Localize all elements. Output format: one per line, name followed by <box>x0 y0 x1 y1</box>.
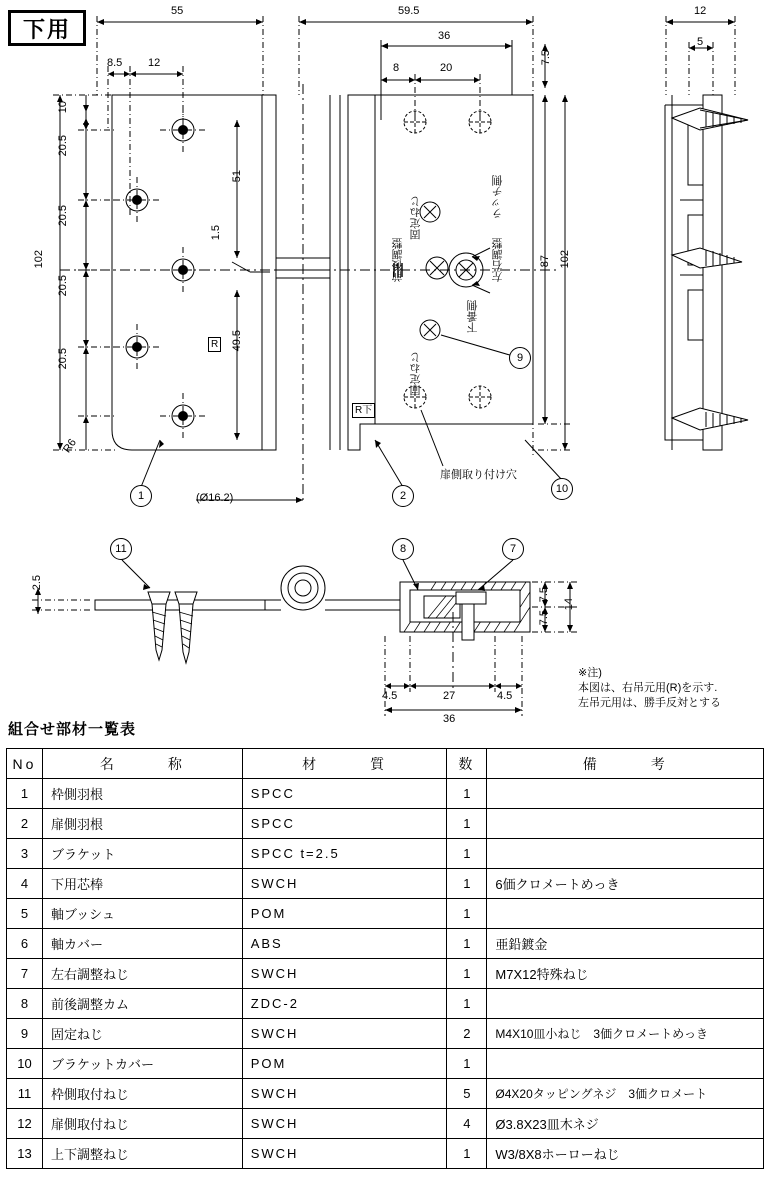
cell-remark <box>487 839 764 869</box>
cell-no: 6 <box>7 929 43 959</box>
table-row <box>7 1079 764 1109</box>
cell-material: SPCC <box>242 779 447 809</box>
cell-no: 11 <box>7 1079 43 1109</box>
label-door-mount-hole: 扉側取り付け穴 <box>440 469 517 481</box>
cell-qty: 1 <box>447 779 487 809</box>
cell-qty: 1 <box>447 989 487 1019</box>
cell-qty: 4 <box>447 1109 487 1139</box>
note-line-3: 左吊元用は、勝手反対とする <box>578 697 721 709</box>
cell-material: SWCH <box>242 1109 447 1139</box>
cell-no: 5 <box>7 899 43 929</box>
cell-qty: 5 <box>447 1079 487 1109</box>
table-row <box>7 809 764 839</box>
dim-7-5-a: 7.5 <box>538 587 550 603</box>
table-row <box>7 929 764 959</box>
balloon-2: 2 <box>392 485 414 507</box>
note-block <box>578 666 721 711</box>
cell-name: ブラケットカバー <box>42 1049 242 1079</box>
cell-name: 前後調整カム <box>42 989 242 1019</box>
label-r6: R6 <box>61 436 79 456</box>
cell-remark <box>487 779 764 809</box>
th-material: 材 質 <box>242 749 447 779</box>
cell-no: 3 <box>7 839 43 869</box>
note-line-1: ※注) <box>578 667 602 679</box>
cell-no: 7 <box>7 959 43 989</box>
balloon-7: 7 <box>502 538 524 560</box>
dim-7-5-b: 7.5 <box>538 610 550 626</box>
balloon-9: 9 <box>509 347 531 369</box>
dim-8: 8 <box>393 62 400 74</box>
dim-27: 27 <box>443 690 456 702</box>
dim-12: 12 <box>148 57 161 69</box>
label-diameter: (Ø16.2) <box>196 492 234 504</box>
cell-remark: W3/8X8ホーローねじ <box>487 1139 764 1169</box>
cell-name: 左右調整ねじ <box>42 959 242 989</box>
balloon-11: 11 <box>110 538 132 560</box>
cell-name: 下用芯棒 <box>42 869 242 899</box>
table-row <box>7 959 764 989</box>
dim-102-right: 102 <box>559 250 571 269</box>
dim-36-bottom: 36 <box>443 713 456 725</box>
cell-remark: M4X10皿小ねじ 3価クロメートめっき <box>487 1019 764 1049</box>
th-qty: 数 <box>447 749 487 779</box>
cell-name: 固定ねじ <box>42 1019 242 1049</box>
dim-10: 10 <box>57 101 69 114</box>
cell-qty: 1 <box>447 869 487 899</box>
cell-qty: 1 <box>447 1049 487 1079</box>
dim-4-5-right: 4.5 <box>497 690 513 702</box>
cell-material: POM <box>242 1049 447 1079</box>
table-header-row <box>7 749 764 779</box>
table-caption: 組合せ部材一覧表 <box>8 721 137 738</box>
cell-remark <box>487 809 764 839</box>
cell-remark: Ø4X20タッピングネジ 3価クロメート <box>487 1079 764 1109</box>
mark-r: R <box>208 337 221 352</box>
cell-name: 軸ブッシュ <box>42 899 242 929</box>
cell-material: SWCH <box>242 959 447 989</box>
cell-qty: 1 <box>447 839 487 869</box>
dim-14: 14 <box>563 598 575 611</box>
th-no: No <box>7 749 43 779</box>
label-fix-screw-lower: 固定ねじ <box>410 352 422 396</box>
label-latch-side: ラッチ側 <box>492 175 504 219</box>
cell-material: SPCC t=2.5 <box>242 839 447 869</box>
dim-102-left: 102 <box>33 250 45 269</box>
dim-87: 87 <box>539 255 551 268</box>
cell-material: SPCC <box>242 809 447 839</box>
dim-59-5: 59.5 <box>398 5 420 17</box>
table-row <box>7 839 764 869</box>
table-row <box>7 989 764 1019</box>
cell-no: 4 <box>7 869 43 899</box>
cell-name: 枠側取付ねじ <box>42 1079 242 1109</box>
cell-qty: 2 <box>447 1019 487 1049</box>
cell-name: 扉側取付ねじ <box>42 1109 242 1139</box>
cell-qty: 1 <box>447 899 487 929</box>
cell-qty: 1 <box>447 809 487 839</box>
cell-remark <box>487 899 764 929</box>
balloon-8: 8 <box>392 538 414 560</box>
title-box: 下用 <box>8 10 86 46</box>
cell-no: 1 <box>7 779 43 809</box>
table-row <box>7 1019 764 1049</box>
dim-36-top: 36 <box>438 30 451 42</box>
dim-49-5: 49.5 <box>231 330 243 352</box>
cell-qty: 1 <box>447 959 487 989</box>
label-up-down-side: 下番側 <box>467 300 479 333</box>
table-row <box>7 1049 764 1079</box>
dim-7-5-top: 7.5 <box>540 50 552 66</box>
dim-20: 20 <box>440 62 453 74</box>
cell-qty: 1 <box>447 1139 487 1169</box>
label-left-right-adjust: 左右調整 <box>492 238 504 282</box>
table-row <box>7 1109 764 1139</box>
dim-2-5: 2.5 <box>31 575 43 591</box>
th-remark: 備 考 <box>487 749 764 779</box>
cell-material: ABS <box>242 929 447 959</box>
cell-remark: M7X12特殊ねじ <box>487 959 764 989</box>
table-row <box>7 779 764 809</box>
cell-remark <box>487 1049 764 1079</box>
cell-remark <box>487 989 764 1019</box>
cell-name: 枠側羽根 <box>42 779 242 809</box>
cell-no: 8 <box>7 989 43 1019</box>
mark-r-shita: R下 <box>352 403 375 418</box>
cell-no: 12 <box>7 1109 43 1139</box>
cell-no: 2 <box>7 809 43 839</box>
table-row <box>7 1139 764 1169</box>
cell-name: 扉側羽根 <box>42 809 242 839</box>
cell-name: ブラケット <box>42 839 242 869</box>
label-front-back-adjust: 前後調整 <box>392 238 404 282</box>
table-row <box>7 899 764 929</box>
cell-material: SWCH <box>242 869 447 899</box>
dim-51: 51 <box>231 170 243 183</box>
dim-5-side: 5 <box>697 36 704 48</box>
th-name: 名 称 <box>42 749 242 779</box>
cell-material: SWCH <box>242 1139 447 1169</box>
balloon-1: 1 <box>130 485 152 507</box>
dim-4-5-left: 4.5 <box>382 690 398 702</box>
dim-20-5-c: 20.5 <box>57 275 69 297</box>
parts-table <box>6 748 764 1169</box>
cell-no: 10 <box>7 1049 43 1079</box>
cell-no: 9 <box>7 1019 43 1049</box>
dim-1-5: 1.5 <box>210 225 222 241</box>
dim-20-5-b: 20.5 <box>57 205 69 227</box>
note-line-2: 本図は、右吊元用(R)を示す. <box>578 682 718 694</box>
cell-name: 上下調整ねじ <box>42 1139 242 1169</box>
cell-material: SWCH <box>242 1019 447 1049</box>
cell-material: SWCH <box>242 1079 447 1109</box>
cell-remark: 亜鉛鍍金 <box>487 929 764 959</box>
balloon-10: 10 <box>551 478 573 500</box>
cell-material: POM <box>242 899 447 929</box>
dim-8-5: 8.5 <box>107 57 123 69</box>
cell-name: 軸カバー <box>42 929 242 959</box>
dim-55: 55 <box>171 5 184 17</box>
dim-20-5-a: 20.5 <box>57 135 69 157</box>
cell-qty: 1 <box>447 929 487 959</box>
dim-12-side: 12 <box>694 5 707 17</box>
cell-no: 13 <box>7 1139 43 1169</box>
cell-remark: 6価クロメートめっき <box>487 869 764 899</box>
cell-remark: Ø3.8X23皿木ネジ <box>487 1109 764 1139</box>
cell-material: ZDC-2 <box>242 989 447 1019</box>
table-row <box>7 869 764 899</box>
dim-20-5-d: 20.5 <box>57 348 69 370</box>
label-fix-screw-upper: 固定ねじ <box>410 196 422 240</box>
